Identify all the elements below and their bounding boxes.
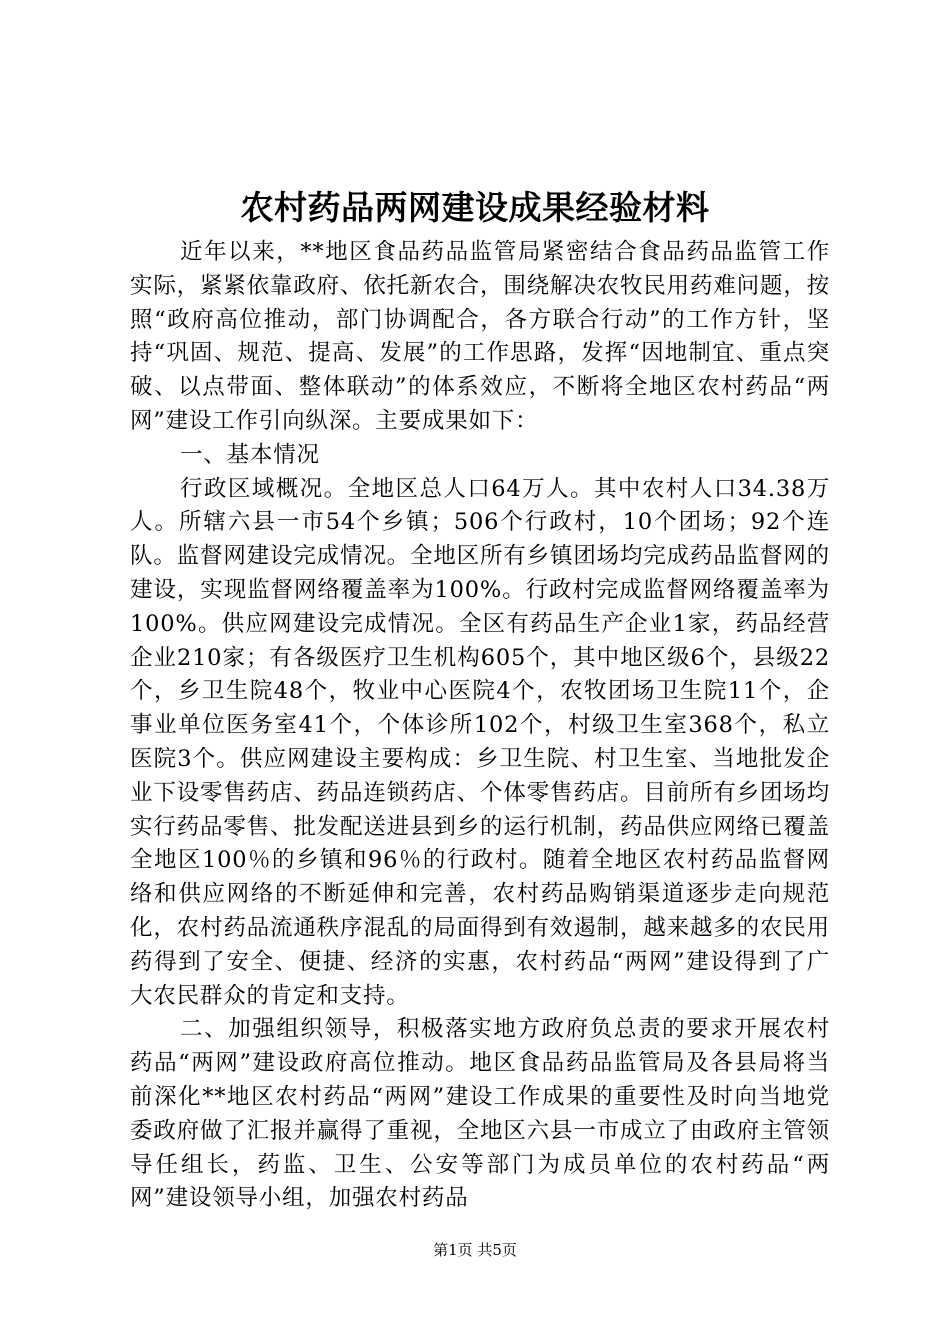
page-footer: 第1页 共5页 (433, 1241, 517, 1259)
intro-paragraph: 近年以来，**地区食品药品监管局紧密结合食品药品监管工作实际，紧紧依靠政府、依托新农合，围绕解决农牧民用药难问题，按照“政府高位推动，部门协调配合，各方联合行动”的工作方针，坚持“巩固、规范、提高、发展”的工作思路，发挥“因地制宜、重点突破、以点带面、整体联动”的体系效应，不断将全地区农村药品“两网”建设工作引向纵深。主要成果如下： (130, 239, 830, 434)
document-title: 农村药品两网建设成果经验材料 (240, 188, 710, 227)
section-heading-basic-situation: 一、基本情况 (180, 441, 320, 468)
organization-leadership-paragraph: 二、加强组织领导，积极落实地方政府负总责的要求开展农村药品“两网”建设政府高位推动。地区食品药品监管局及各县局将当前深化**地区农村药品“两网”建设工作成果的重要性及时向当地党委政府做了汇报并赢得了重视，全地区六县一市成立了由政府主管领导任组长，药监、卫生、公安等部门为成员单位的农村药品“两网”建设领导小组，加强农村药品 (130, 1016, 830, 1212)
document-body (130, 236, 830, 1216)
basic-situation-paragraph: 行政区域概况。全地区总人口64万人。其中农村人口34.38万人。所辖六县一市54个乡镇；506个行政村，10个团场；92个连队。监督网建设完成情况。全地区所有乡镇团场均完成药品监督网的建设，实现监督网络覆盖率为100%。行政村完成监督网络覆盖率为100%。供应网建设完成情况。全区有药品生产企业1家，药品经营企业210家；有各级医疗卫生机构605个，其中地区级6个，县级22个，乡卫生院48个，牧业中心医院4个，农牧团场卫生院11个，企事业单位医务室41个，个体诊所102个，村级卫生室368个，私立医院3个。供应网建设主要构成：乡卫生院、村卫生室、当地批发企业下设零售药店、药品连锁药店、个体零售药店。目前所有乡团场均实行药品零售、批发配送进县到乡的运行机制，药品供应网络已覆盖全地区100％的乡镇和96％的行政村。随着全地区农村药品监督网络和供应网络的不断延伸和完善，农村药品购销渠道逐步走向规范化，农村药品流通秩序混乱的局面得到有效遏制，越来越多的农民用药得到了安全、便捷、经济的实惠，农村药品“两网”建设得到了广大农民群众的肯定和支持。 (130, 475, 830, 1009)
